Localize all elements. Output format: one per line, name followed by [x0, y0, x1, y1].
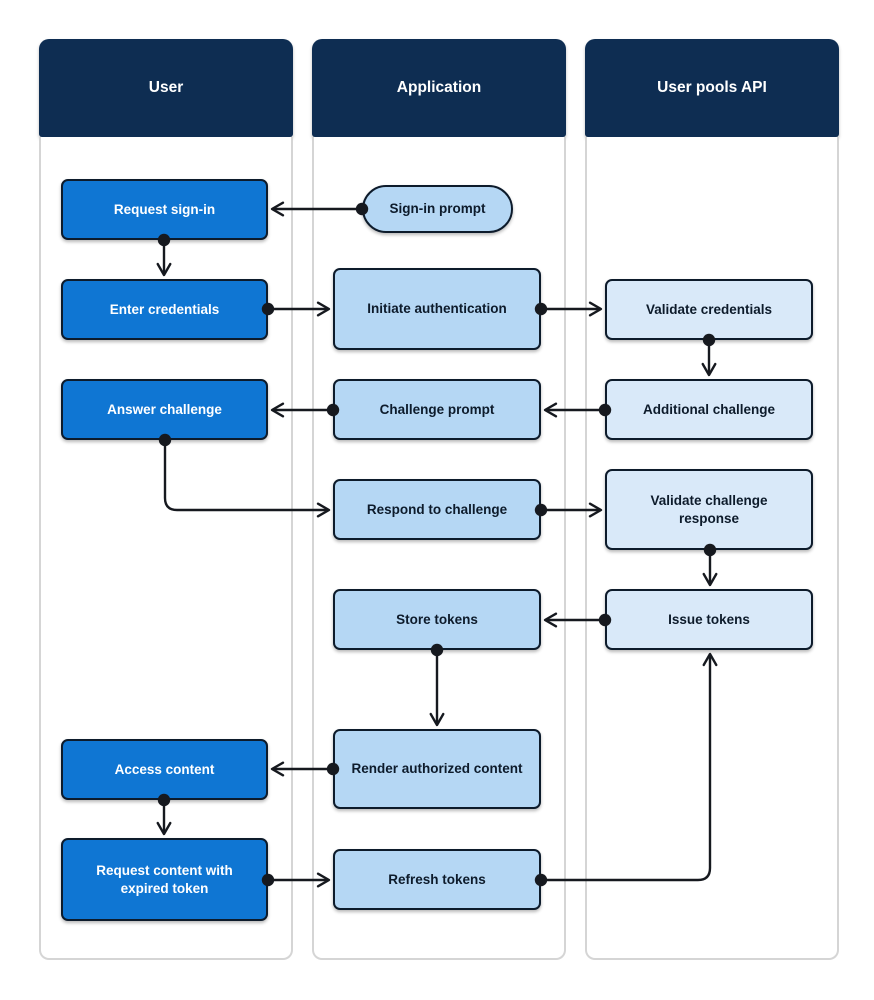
- node-label-render-authorized-content: Render authorized content: [351, 761, 523, 777]
- node-label-challenge-prompt: Challenge prompt: [379, 401, 495, 417]
- node-label-sign-in-prompt: Sign-in prompt: [389, 201, 486, 217]
- node-refresh-tokens: [333, 849, 541, 910]
- node-label-issue-tokens: Issue tokens: [668, 611, 750, 627]
- node-label-validate-credentials: Validate credentials: [645, 301, 773, 317]
- lane-body-user: [39, 137, 293, 960]
- node-label-request-sign-in: Request sign-in: [113, 201, 216, 217]
- node-sign-in-prompt: [362, 185, 513, 233]
- node-challenge-prompt: [333, 379, 541, 440]
- node-issue-tokens: [605, 589, 813, 650]
- node-render-authorized-content: [333, 729, 541, 809]
- node-label-answer-challenge: Answer challenge: [107, 401, 222, 417]
- node-validate-challenge-response: [605, 469, 813, 550]
- node-additional-challenge: [605, 379, 813, 440]
- lane-body-application: [312, 137, 566, 960]
- lane-user: [39, 39, 293, 960]
- node-initiate-authentication: [333, 268, 541, 350]
- node-label-request-content-expired-token: Request content with expired token: [96, 862, 233, 896]
- node-answer-challenge: [61, 379, 268, 440]
- node-label-additional-challenge: Additional challenge: [642, 401, 775, 417]
- lane-title-user: User: [148, 79, 184, 96]
- lane-title-application: Application: [396, 79, 482, 96]
- node-label-respond-to-challenge: Respond to challenge: [366, 501, 508, 517]
- lane-header-user: [39, 39, 293, 137]
- node-enter-credentials: [61, 279, 268, 340]
- lane-header-api: [585, 39, 839, 137]
- node-validate-credentials: [605, 279, 813, 340]
- node-label-access-content: Access content: [114, 761, 215, 777]
- node-label-validate-challenge-response: Validate challenge response: [650, 492, 768, 526]
- node-label-initiate-authentication: Initiate authentication: [367, 301, 507, 317]
- lane-header-application: [312, 39, 566, 137]
- node-label-store-tokens: Store tokens: [396, 611, 478, 627]
- node-request-content-expired-token: [61, 838, 268, 921]
- node-respond-to-challenge: [333, 479, 541, 540]
- node-store-tokens: [333, 589, 541, 650]
- node-label-refresh-tokens: Refresh tokens: [388, 871, 486, 887]
- lane-title-api: User pools API: [657, 79, 767, 96]
- node-access-content: [61, 739, 268, 800]
- node-label-enter-credentials: Enter credentials: [109, 301, 220, 317]
- node-request-sign-in: [61, 179, 268, 240]
